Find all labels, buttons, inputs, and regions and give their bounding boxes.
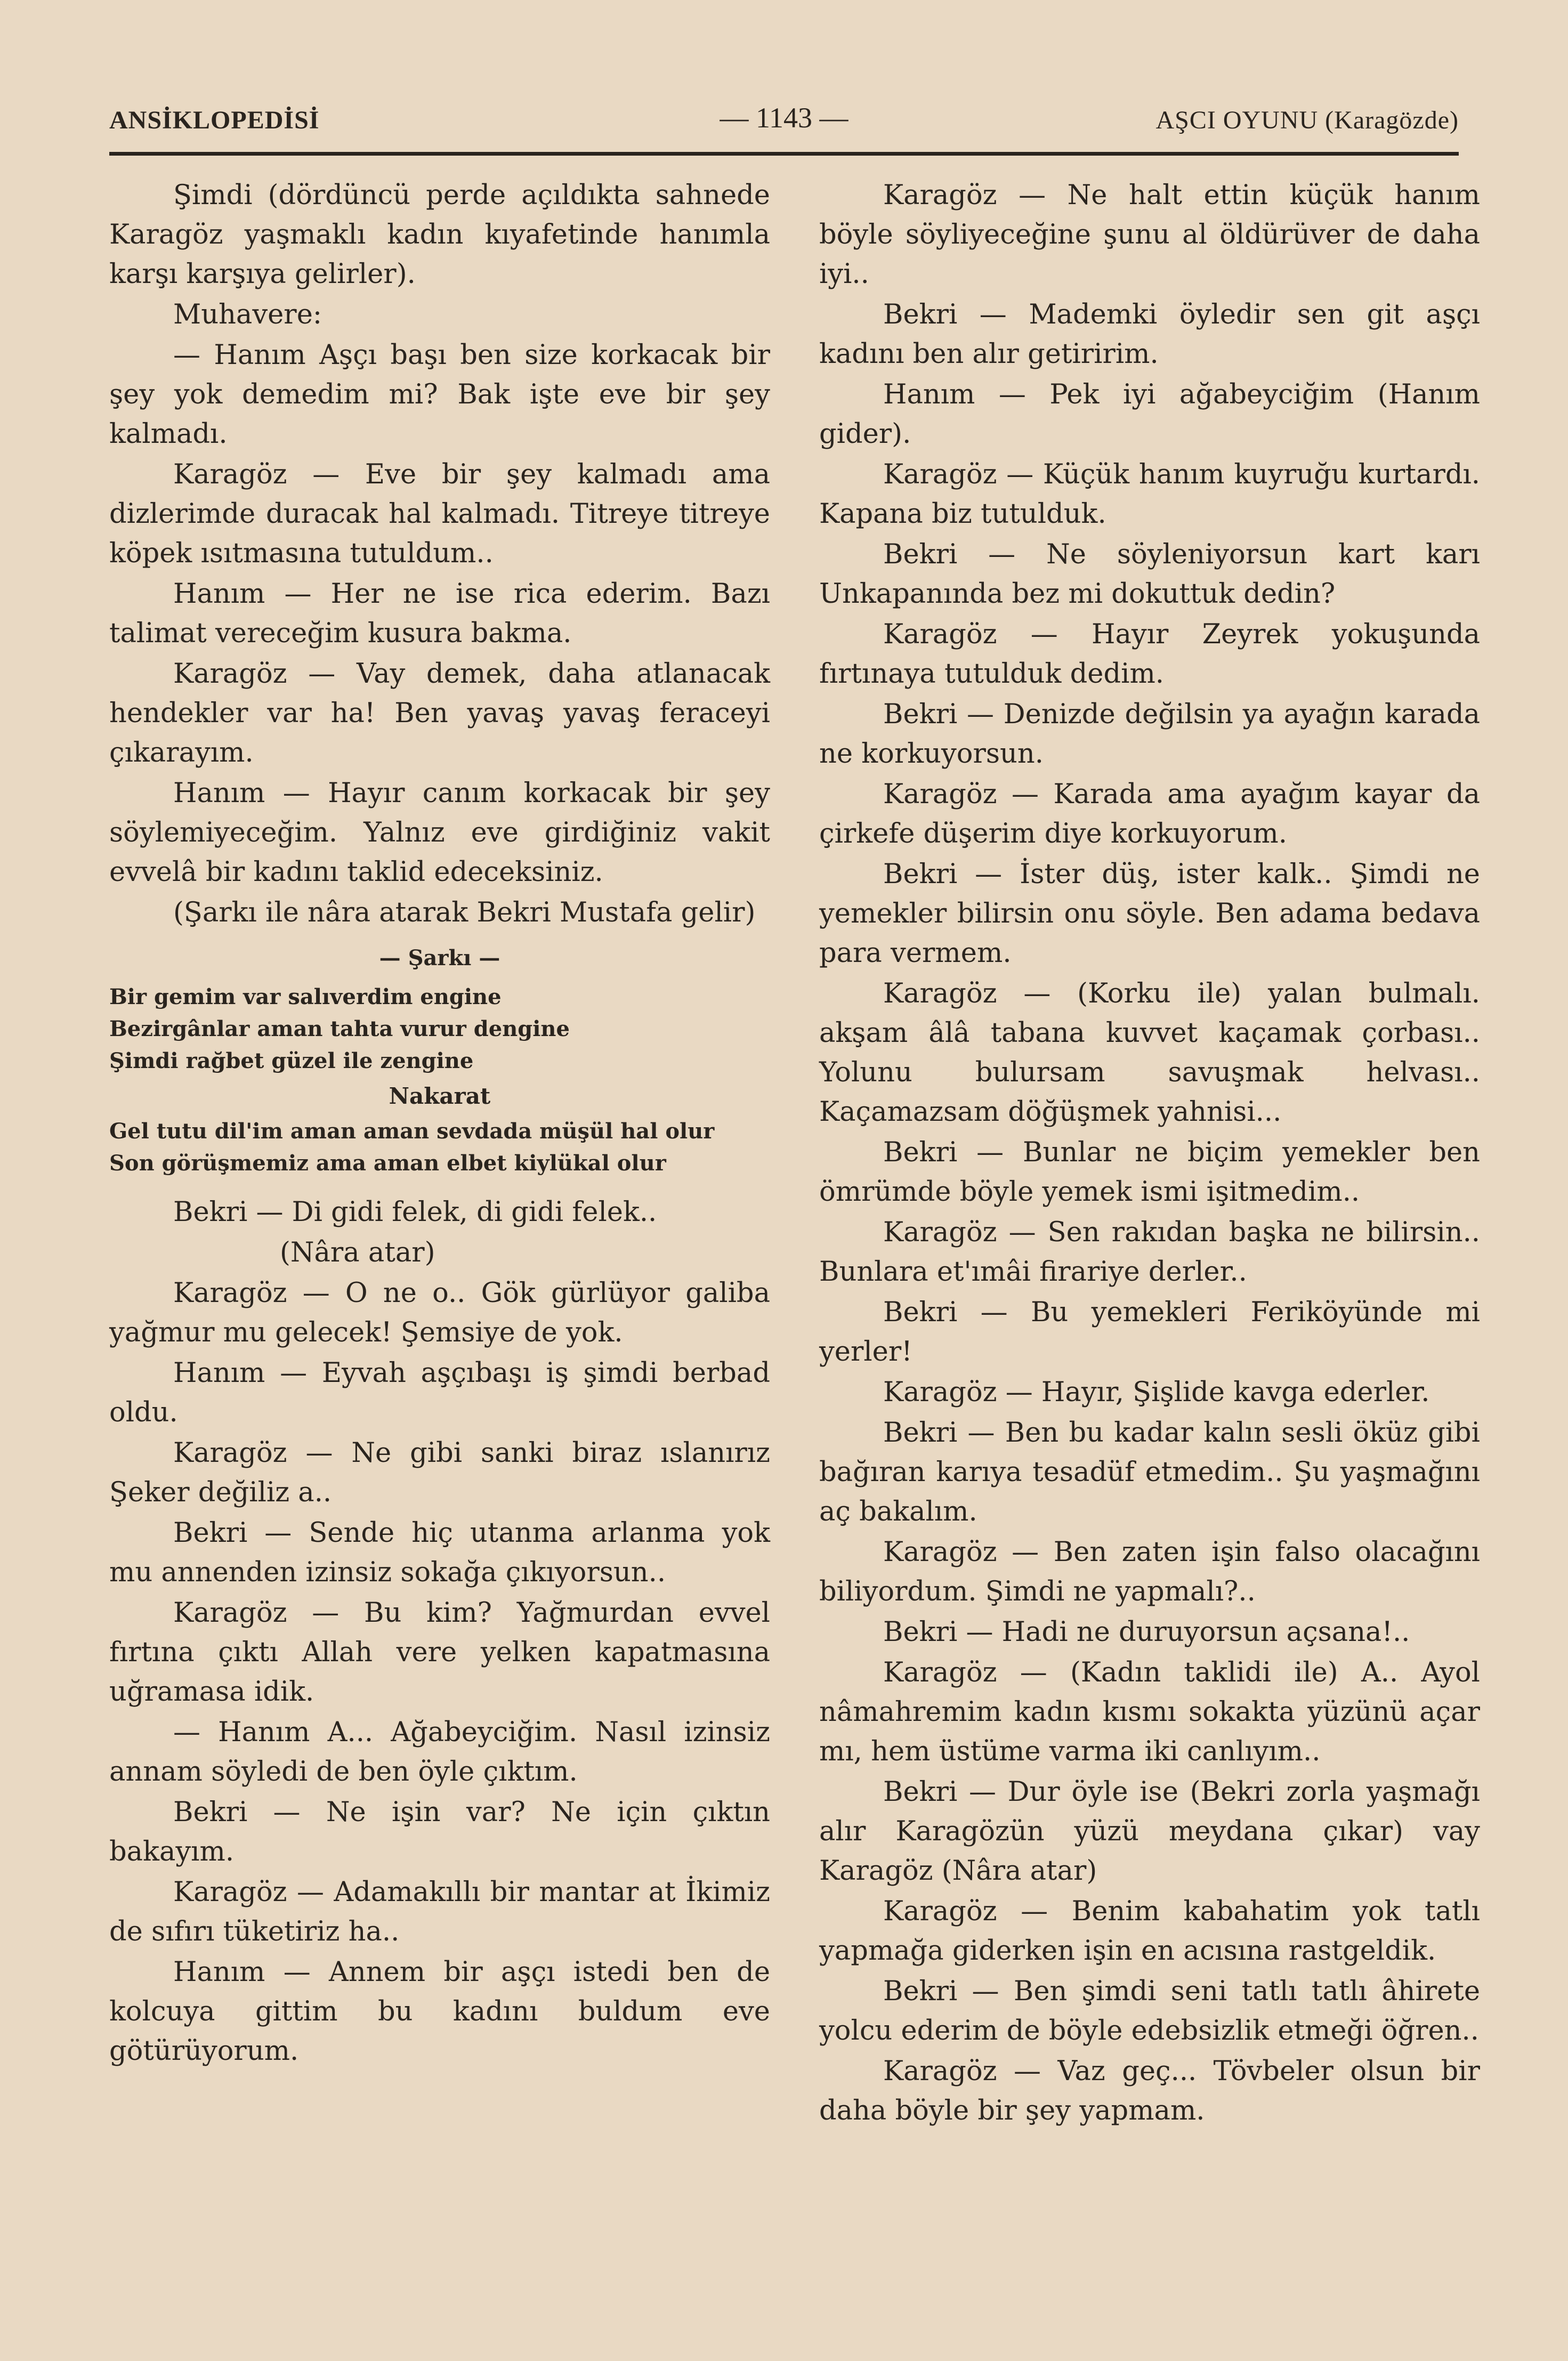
page-header [109,101,1459,144]
header-left-title: ANSİKLOPEDİSİ [109,106,320,134]
refrain-line: Son görüşmemiz ama aman elbet kiylükal olur [109,1151,666,1176]
paragraph: Bekri — Sende hiç utanma arlanma yok mu annenden izinsiz sokağa çıkıyorsun.. [109,1517,770,1588]
paragraph: Karagöz — Eve bir şey kalmadı ama dizlerimde duracak hal kalmadı. Titreye titreye köpek ısıtmasına tutuldum.. [109,459,770,569]
header-rule [109,152,1459,156]
paragraph: Bekri — Ben bu kadar kalın sesli öküz gibi bağıran karıya tesadüf etmedim.. Şu yaşmağını aç bakalım. [819,1417,1480,1527]
paragraph: Hanım — Eyvah aşçıbaşı iş şimdi berbad oldu. [109,1357,770,1428]
song-verse-line: Bezirgânlar aman tahta vurur dengine [109,1016,570,1041]
paragraph: Karagöz — Küçük hanım kuyruğu kurtardı. Kapana biz tutulduk. [819,459,1480,530]
paragraph: (Nâra atar) [280,1237,435,1268]
paragraph: Karagöz — Sen rakıdan başka ne bilirsin.. Bunlara et'ımâi firariye derler.. [819,1217,1480,1288]
paragraph: Bekri — İster düş, ister kalk.. Şimdi ne yemekler bilirsin onu söyle. Ben adama bedava para vermem. [819,859,1480,969]
song-title: — Şarkı — [379,945,500,971]
paragraph: Bekri — Ben şimdi seni tatlı tatlı âhirete yolcu ederim de böyle edebsizlik etmeği öğren.. [819,1976,1480,2047]
page-number: — 1143 — [720,102,848,134]
paragraph: Bekri — Hadi ne duruyorsun açsana!.. [883,1616,1410,1648]
paragraph: Hanım — Annem bir aşçı istedi ben de kolcuya gittim bu kadını buldum eve götürüyorum. [109,1956,770,2067]
paragraph: Karagöz — Adamakıllı bir mantar at İkimiz de sıfırı tüketiriz ha.. [109,1877,770,1947]
paragraph: Hanım — Hayır canım korkacak bir şey söylemiyeceğim. Yalnız eve girdiğiniz vakit evvelâ bir kadını taklid edeceksiniz. [109,778,770,888]
paragraph: Karagöz — Ne halt ettin küçük hanım böyle söyliyeceğine şunu al öldürüver de daha iyi.. [819,180,1480,290]
right-column [819,176,1480,2132]
song-verse-line: Bir gemim var salıverdim engine [109,984,502,1009]
paragraph: Karagöz — Ne gibi sanki biraz ıslanırız Şeker değiliz a.. [109,1437,770,1508]
paragraph: Karagöz — Karada ama ayağım kayar da çirkefe düşerim diye korkuyorum. [819,779,1480,850]
paragraph: Şimdi (dördüncü perde açıldıkta sahnede Karagöz yaşmaklı kadın kıyafetinde hanımla karşı karşıya gelirler). [109,180,770,290]
paragraph: Hanım — Her ne ise rica ederim. Bazı talimat vereceğim kusura bakma. [109,578,770,649]
paragraph: Karagöz — Benim kabahatim yok tatlı yapmağa giderken işin en acısına rastgeldik. [819,1896,1480,1967]
paragraph: Karagöz — Vay demek, daha atlanacak hendekler var ha! Ben yavaş yavaş feraceyi çıkarayım. [109,658,770,769]
paragraph: Karagöz — Bu kim? Yağmurdan evvel fırtına çıktı Allah vere yelken kapatmasına uğramasa idik. [109,1597,770,1708]
paragraph: Muhavere: [173,299,322,330]
paragraph: Bekri — Dur öyle ise (Bekri zorla yaşmağı alır Karagözün yüzü meydana çıkar) vay Karagöz (Nâra atar) [819,1776,1480,1887]
refrain-title: Nakarat [389,1083,491,1109]
paragraph: Hanım — Pek iyi ağabeyciğim (Hanım gider). [819,379,1480,450]
paragraph: (Şarkı ile nâra atarak Bekri Mustafa gelir) [173,897,756,928]
header-right-title: AŞCI OYUNU (Karagözde) [1155,106,1459,134]
paragraph: Karagöz — O ne o.. Gök gürlüyor galiba yağmur mu gelecek! Şemsiye de yok. [109,1277,770,1348]
paragraph: — Hanım A... Ağabeyciğim. Nasıl izinsiz annam söyledi de ben öyle çıktım. [109,1717,770,1788]
refrain-line: Gel tutu dil'im aman aman sevdada müşül hal olur [109,1119,715,1144]
paragraph: Bekri — Ne işin var? Ne için çıktın bakayım. [109,1797,770,1867]
paragraph: Bekri — Di gidi felek, di gidi felek.. [173,1196,657,1228]
paragraph: Karagöz — (Korku ile) yalan bulmalı. akşam âlâ tabana kuvvet kaçamak çorbası.. Yolunu bulursam savuşmak helvası.. Kaçamazsam döğüşmek yahnisi... [819,978,1480,1128]
paragraph: Bekri — Bu yemekleri Feriköyünde mi yerler! [819,1297,1480,1368]
song-verse-line: Şimdi rağbet güzel ile zengine [109,1048,474,1073]
paragraph: Bekri — Ne söyleniyorsun kart karı Unkapanında bez mi dokuttuk dedin? [819,539,1480,610]
left-column [109,176,770,2072]
paragraph: Karagöz — Ben zaten işin falso olacağını biliyordum. Şimdi ne yapmalı?.. [819,1537,1480,1607]
paragraph: — Hanım Aşçı başı ben size korkacak bir şey yok demedim mi? Bak işte eve bir şey kalmadı. [109,339,770,450]
paragraph: Bekri — Mademki öyledir sen git aşçı kadını ben alır getiririm. [819,299,1480,370]
paragraph: Karagöz — Vaz geç... Tövbeler olsun bir daha böyle bir şey yapmam. [819,2056,1480,2126]
paragraph: Karagöz — Hayır Zeyrek yokuşunda fırtınaya tutulduk dedim. [819,619,1480,690]
paragraph: Karagöz — (Kadın taklidi ile) A.. Ayol nâmahremim kadın kısmı sokakta yüzünü açar mı, hem üstüme varma iki canlıyım.. [819,1657,1480,1767]
paragraph: Karagöz — Hayır, Şişlide kavga ederler. [883,1377,1430,1408]
paragraph: Bekri — Denizde değilsin ya ayağın karada ne korkuyorsun. [819,699,1480,770]
paragraph: Bekri — Bunlar ne biçim yemekler ben ömrümde böyle yemek ismi işitmedim.. [819,1137,1480,1208]
